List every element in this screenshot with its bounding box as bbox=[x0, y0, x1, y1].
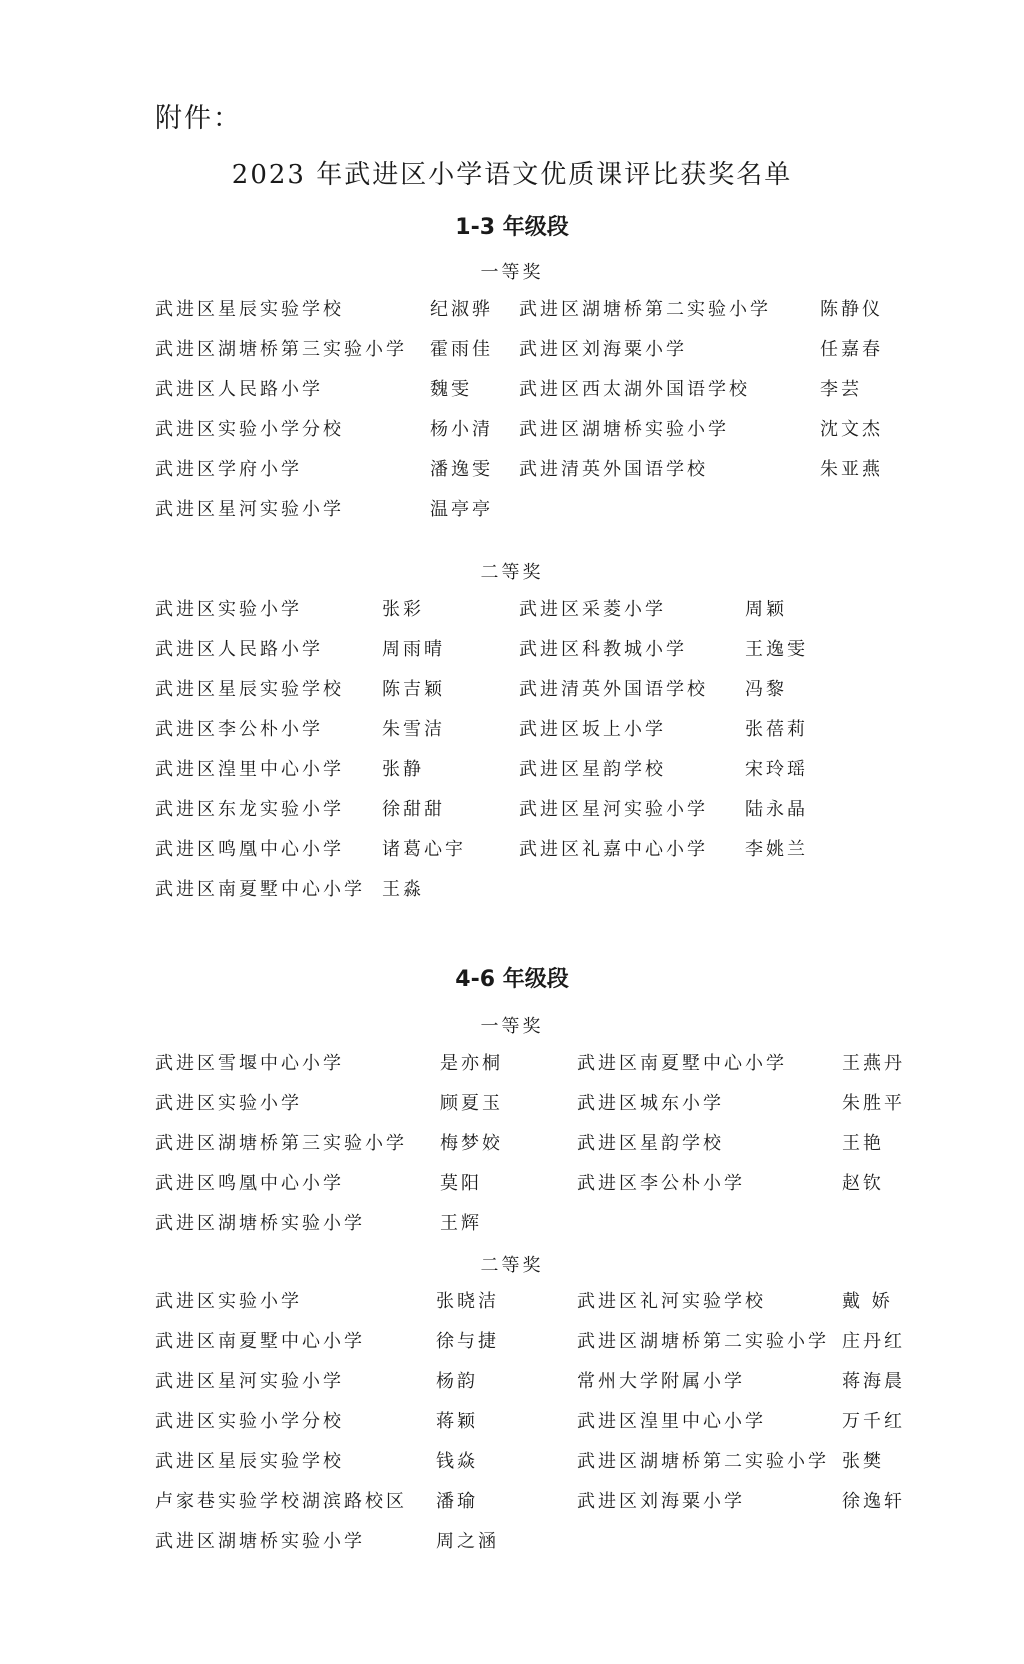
school-name: 武进区星辰实验学校 bbox=[155, 679, 344, 700]
winner-name: 顾夏玉 bbox=[440, 1093, 503, 1114]
school-name: 武进区南夏墅中心小学 bbox=[577, 1053, 787, 1074]
school-name: 常州大学附属小学 bbox=[577, 1371, 745, 1392]
winner-name: 杨韵 bbox=[436, 1371, 478, 1392]
award-level-heading: 二等奖 bbox=[480, 1255, 544, 1276]
winner-name: 王燕丹 bbox=[842, 1053, 905, 1074]
school-name: 武进区湖塘桥第三实验小学 bbox=[155, 339, 407, 360]
winner-name: 陈静仪 bbox=[820, 299, 883, 320]
winner-name: 徐逸轩 bbox=[842, 1491, 905, 1512]
school-name: 武进区科教城小学 bbox=[519, 639, 687, 660]
school-name: 武进区实验小学 bbox=[155, 599, 302, 620]
winner-name: 魏雯 bbox=[430, 379, 472, 400]
winner-name: 是亦桐 bbox=[440, 1053, 503, 1074]
winner-name: 王淼 bbox=[382, 879, 424, 900]
school-name: 武进区星韵学校 bbox=[519, 759, 666, 780]
winner-name: 王艳 bbox=[842, 1133, 884, 1154]
winner-name: 朱亚燕 bbox=[820, 459, 883, 480]
school-name: 武进区西太湖外国语学校 bbox=[519, 379, 750, 400]
school-name: 武进区鸣凰中心小学 bbox=[155, 839, 344, 860]
winner-name: 钱焱 bbox=[436, 1451, 478, 1472]
school-name: 武进区学府小学 bbox=[155, 459, 302, 480]
school-name: 武进区城东小学 bbox=[577, 1093, 724, 1114]
winner-name: 霍雨佳 bbox=[430, 339, 493, 360]
school-name: 武进区人民路小学 bbox=[155, 379, 323, 400]
winner-name: 纪淑骅 bbox=[430, 299, 493, 320]
winner-name: 陈吉颖 bbox=[382, 679, 445, 700]
winner-name: 宋玲瑶 bbox=[745, 759, 808, 780]
school-name: 武进区湟里中心小学 bbox=[577, 1411, 766, 1432]
winner-name: 陆永晶 bbox=[745, 799, 808, 820]
winner-name: 戴 娇 bbox=[842, 1291, 893, 1312]
school-name: 武进区湖塘桥实验小学 bbox=[155, 1531, 365, 1552]
award-level-heading: 一等奖 bbox=[480, 262, 544, 283]
document-title: 2023 年武进区小学语文优质课评比获奖名单 bbox=[231, 160, 793, 190]
award-level-heading: 一等奖 bbox=[480, 1016, 544, 1037]
school-name: 武进区刘海粟小学 bbox=[577, 1491, 745, 1512]
school-name: 武进区湖塘桥第三实验小学 bbox=[155, 1133, 407, 1154]
winner-name: 张晓洁 bbox=[436, 1291, 499, 1312]
grade-section-heading: 4-6 年级段 bbox=[455, 967, 569, 992]
school-name: 武进区雪堰中心小学 bbox=[155, 1053, 344, 1074]
school-name: 武进区李公朴小学 bbox=[577, 1173, 745, 1194]
winner-name: 朱雪洁 bbox=[382, 719, 445, 740]
winner-name: 朱胜平 bbox=[842, 1093, 905, 1114]
school-name: 武进区星河实验小学 bbox=[519, 799, 708, 820]
winner-name: 张静 bbox=[382, 759, 424, 780]
winner-name: 潘瑜 bbox=[436, 1491, 478, 1512]
winner-name: 周之涵 bbox=[436, 1531, 499, 1552]
school-name: 武进区实验小学分校 bbox=[155, 419, 344, 440]
winner-name: 潘逸雯 bbox=[430, 459, 493, 480]
school-name: 武进区湖塘桥第二实验小学 bbox=[577, 1331, 829, 1352]
school-name: 武进区采菱小学 bbox=[519, 599, 666, 620]
school-name: 武进区东龙实验小学 bbox=[155, 799, 344, 820]
winner-name: 沈文杰 bbox=[820, 419, 883, 440]
winner-name: 温亭亭 bbox=[430, 499, 493, 520]
winner-name: 张彩 bbox=[382, 599, 424, 620]
school-name: 武进区湖塘桥第二实验小学 bbox=[577, 1451, 829, 1472]
school-name: 武进区星辰实验学校 bbox=[155, 299, 344, 320]
attachment-label: 附件： bbox=[155, 103, 242, 134]
winner-name: 张蓓莉 bbox=[745, 719, 808, 740]
school-name: 武进区实验小学 bbox=[155, 1093, 302, 1114]
school-name: 武进区礼河实验学校 bbox=[577, 1291, 766, 1312]
winner-name: 任嘉春 bbox=[820, 339, 883, 360]
winner-name: 王辉 bbox=[440, 1213, 482, 1234]
school-name: 武进区人民路小学 bbox=[155, 639, 323, 660]
winner-name: 徐与捷 bbox=[436, 1331, 499, 1352]
winner-name: 诸葛心宇 bbox=[382, 839, 466, 860]
winner-name: 万千红 bbox=[842, 1411, 905, 1432]
winner-name: 庄丹红 bbox=[842, 1331, 905, 1352]
school-name: 武进区鸣凰中心小学 bbox=[155, 1173, 344, 1194]
school-name: 武进区湖塘桥实验小学 bbox=[155, 1213, 365, 1234]
winner-name: 张樊 bbox=[842, 1451, 884, 1472]
school-name: 武进区实验小学分校 bbox=[155, 1411, 344, 1432]
school-name: 武进区星河实验小学 bbox=[155, 499, 344, 520]
winner-name: 徐甜甜 bbox=[382, 799, 445, 820]
school-name: 武进区南夏墅中心小学 bbox=[155, 879, 365, 900]
school-name: 武进区湟里中心小学 bbox=[155, 759, 344, 780]
winner-name: 周雨晴 bbox=[382, 639, 445, 660]
winner-name: 蒋海晨 bbox=[842, 1371, 905, 1392]
winner-name: 蒋颖 bbox=[436, 1411, 478, 1432]
winner-name: 赵钦 bbox=[842, 1173, 884, 1194]
school-name: 武进区星韵学校 bbox=[577, 1133, 724, 1154]
school-name: 武进区湖塘桥实验小学 bbox=[519, 419, 729, 440]
winner-name: 杨小清 bbox=[430, 419, 493, 440]
award-level-heading: 二等奖 bbox=[480, 562, 544, 583]
school-name: 武进区实验小学 bbox=[155, 1291, 302, 1312]
school-name: 武进区湖塘桥第二实验小学 bbox=[519, 299, 771, 320]
school-name: 武进区李公朴小学 bbox=[155, 719, 323, 740]
school-name: 武进区礼嘉中心小学 bbox=[519, 839, 708, 860]
school-name: 武进区刘海粟小学 bbox=[519, 339, 687, 360]
school-name: 武进区星河实验小学 bbox=[155, 1371, 344, 1392]
grade-section-heading: 1-3 年级段 bbox=[455, 215, 569, 240]
school-name: 武进清英外国语学校 bbox=[519, 679, 708, 700]
winner-name: 王逸雯 bbox=[745, 639, 808, 660]
winner-name: 冯黎 bbox=[745, 679, 787, 700]
school-name: 卢家巷实验学校湖滨路校区 bbox=[155, 1491, 407, 1512]
school-name: 武进区星辰实验学校 bbox=[155, 1451, 344, 1472]
winner-name: 李姚兰 bbox=[745, 839, 808, 860]
winner-name: 莫阳 bbox=[440, 1173, 482, 1194]
winner-name: 周颖 bbox=[745, 599, 787, 620]
school-name: 武进清英外国语学校 bbox=[519, 459, 708, 480]
school-name: 武进区南夏墅中心小学 bbox=[155, 1331, 365, 1352]
winner-name: 梅梦姣 bbox=[440, 1133, 503, 1154]
winner-name: 李芸 bbox=[820, 379, 862, 400]
school-name: 武进区坂上小学 bbox=[519, 719, 666, 740]
